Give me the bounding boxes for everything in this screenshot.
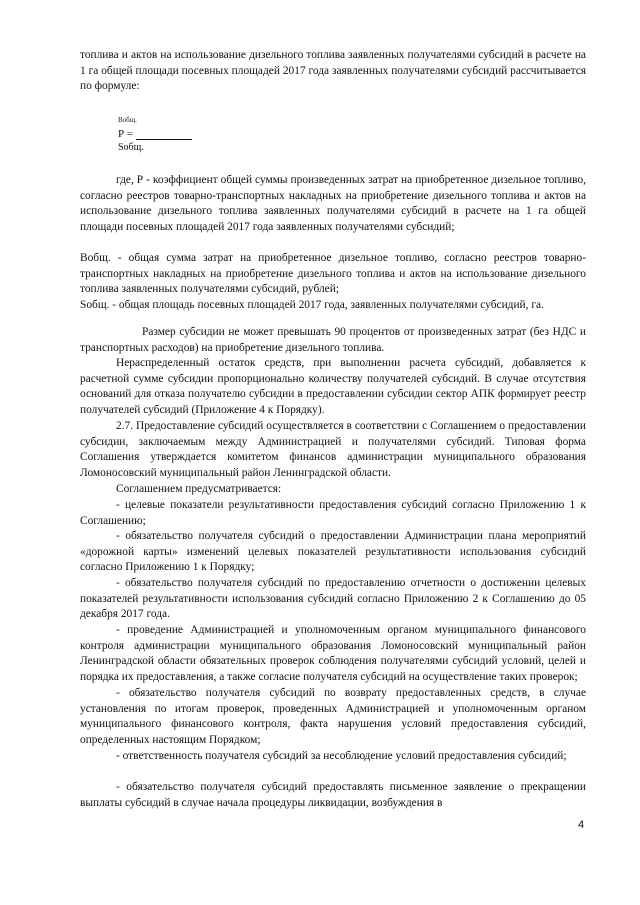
formula-lhs: Р = bbox=[118, 128, 192, 140]
formula-superscript: Вобщ. bbox=[118, 116, 137, 124]
paragraph-definition-b: Вобщ. - общая сумма затрат на приобретенное дизельное топливо, согласно реестров товарно-транспортных накладных на приобретение дизельного топлива и актов на использование дизельного топлива заявленных получателями субсидий, рублей; bbox=[80, 252, 586, 296]
paragraph-definition-s: Sобщ. - общая площадь посевных площадей 2017 года, заявленных получателями субсидий, га. bbox=[80, 299, 544, 311]
list-item: - обязательство получателя субсидий предоставлять письменное заявление о прекращении выплаты субсидий в случае начала процедуры ликвидации, возбуждения в bbox=[80, 781, 586, 809]
list-item: - проведение Администрацией и уполномоченным органом муниципального финансового контроля администрации муниципального образования Ломоносовский муниципальный район Ленинградской области обязательных проверок соблюдения получателями субсидий условий, целей и порядка их предоставления, а также согласие получателя субсидий на осуществление таких проверок; bbox=[80, 624, 586, 683]
page-number: 4 bbox=[578, 819, 585, 831]
list-item: - обязательство получателя субсидий о предоставлении Администрации плана мероприятий «дорожной карты» изменений целевых показателей результативности использования субсидий согласно Приложению 1 к Порядку; bbox=[80, 530, 586, 574]
paragraph-definition-p: где, Р - коэффициент общей суммы произведенных затрат на приобретенное дизельное топливо, согласно реестров товарно-транспортных накладных на приобретение дизельного топлива и актов на использование дизельного топлива заявленных получателями субсидий в расчете на 1 га общей площади посевных площадей 2017 года заявленных получателями субсидий; bbox=[80, 174, 586, 233]
paragraph-subsidy-limit: Размер субсидии не может превышать 90 процентов от произведенных затрат (без НДС и транспортных расходов) на приобретение дизельного топлива. bbox=[80, 326, 586, 354]
intro-paragraph: топлива и актов на использование дизельного топлива заявленных получателями субсидий в расчете на 1 га общей площади посевных площадей 2017 года заявленных получателями субсидий рассчитывается по формуле: bbox=[80, 49, 586, 93]
list-item: - обязательство получателя субсидий по предоставлению отчетности о достижении целевых показателей результативности использования субсидий согласно Приложению 2 к Соглашению до 05 декабря 2017 года. bbox=[80, 577, 586, 621]
list-item: - целевые показатели результативности предоставления субсидий согласно Приложению 1 к Соглашению; bbox=[80, 499, 586, 527]
list-item: - ответственность получателя субсидий за несоблюдение условий предоставления субсидий; bbox=[116, 750, 567, 762]
paragraph-agreement-intro: Соглашением предусматривается: bbox=[116, 483, 282, 495]
paragraph-2-7: 2.7. Предоставление субсидий осуществляется в соответствии с Соглашением о предоставлении субсидии, заключаемым между Администрацией и получателями субсидий. Типовая форма Соглашения утверждается комитетом финансов администрации муниципального образования Ломоносовский муниципальный район Ленинградской области. bbox=[80, 420, 586, 479]
paragraph-remainder: Нераспределенный остаток средств, при выполнении расчета субсидий, добавляется к расчетной сумме субсидии пропорционально количеству получателей субсидий. В случае отсутствия оснований для отказа получателю субсидии в предоставлении субсидии сектор АПК формирует реестр получателей субсидий (Приложение 4 к Порядку). bbox=[80, 357, 586, 416]
list-item: - обязательство получателя субсидий по возврату предоставленных средств, в случае установления по итогам проверок, проведенных Администрацией и уполномоченным органом муниципального финансового контроля, факта нарушения условий предоставления субсидий, определенных настоящим Порядком; bbox=[80, 687, 586, 746]
formula-denominator: Sобщ. bbox=[118, 142, 144, 153]
